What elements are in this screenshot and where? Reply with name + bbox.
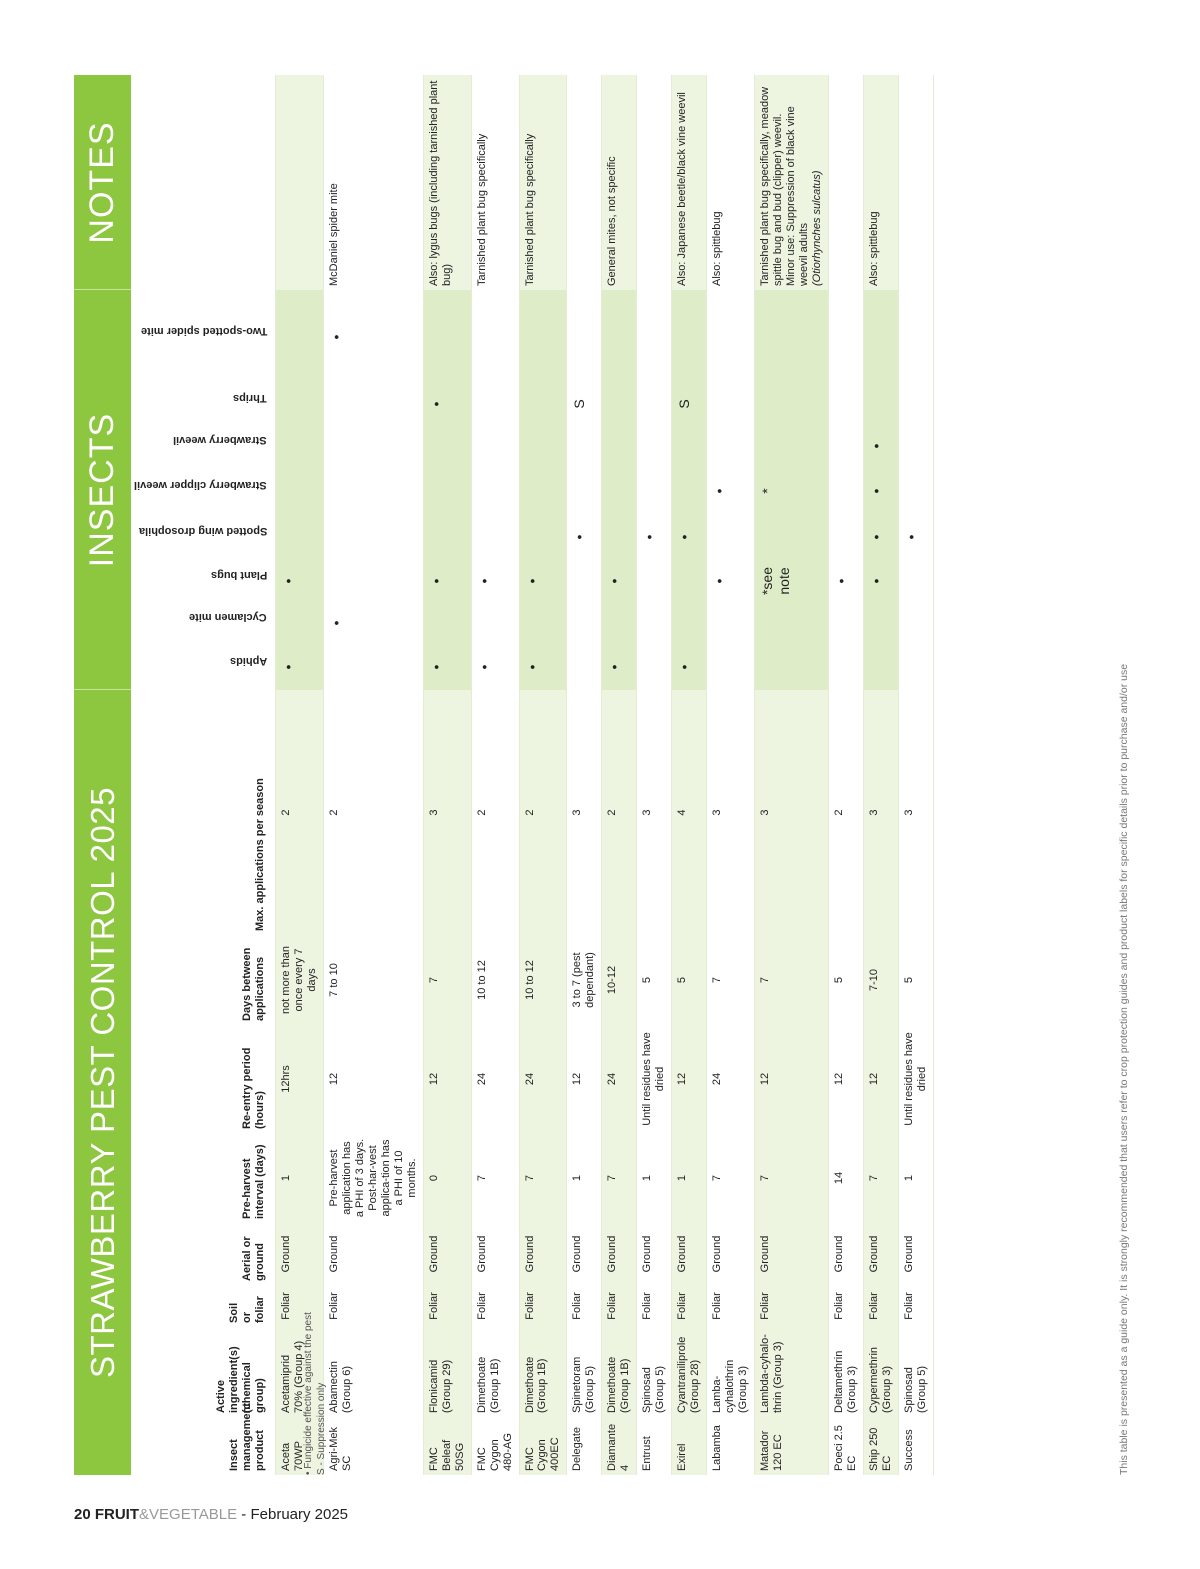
- cell-product: Diamante 4: [602, 1417, 637, 1475]
- col-clipper: Strawberry clipper weevil: [134, 479, 267, 491]
- cell-thrips: [519, 384, 567, 424]
- cell-reentry: 24: [519, 1025, 567, 1133]
- cell-twospotted: [707, 290, 755, 384]
- cell-note: [672, 75, 707, 290]
- cell-aerial: Ground: [641, 1235, 654, 1273]
- cell-weevil: [567, 424, 602, 468]
- cell-max: 3: [902, 809, 915, 816]
- cell-note: [637, 75, 672, 290]
- cell-cyclamen: [755, 602, 829, 644]
- col-reentry: Re-entry period (hours): [241, 1047, 267, 1129]
- cell-plantbugs: *see note: [755, 560, 829, 602]
- cell-reentry: 12: [863, 1025, 898, 1133]
- footer-vegetable: VEGETABLE: [149, 1506, 238, 1523]
- cell-aerial: Ground: [602, 1223, 637, 1285]
- col-notes: [131, 75, 276, 290]
- col-days: Days between applications: [241, 947, 267, 1021]
- col-swd: Spotted wing drosophila: [138, 525, 267, 537]
- cell-cyclamen: [567, 602, 602, 644]
- cell-thrips: •: [423, 384, 471, 424]
- cell-cyclamen: [863, 602, 898, 644]
- cell-swd: [828, 514, 863, 560]
- cell-aphids: •: [519, 644, 567, 690]
- cell-reentry: 24: [475, 1072, 488, 1086]
- cell-weevil: [602, 424, 637, 468]
- cell-weevil: [471, 424, 519, 468]
- cell-max: 2: [475, 809, 488, 816]
- cell-swd: [707, 514, 755, 560]
- cell-days: 5: [902, 976, 915, 984]
- cell-aerial: Ground: [902, 1235, 915, 1273]
- cell-aerial: Ground: [475, 1235, 488, 1273]
- cell-clipper: [672, 468, 707, 514]
- col-max: Max. applications per season: [254, 778, 267, 931]
- cell-thrips: [898, 384, 933, 424]
- cell-swd: [423, 514, 471, 560]
- cell-aphids: [707, 644, 755, 690]
- cell-aerial: Ground: [423, 1223, 471, 1285]
- cell-clipper: [828, 468, 863, 514]
- cell-thrips: [471, 384, 519, 424]
- cell-clipper: •: [863, 468, 898, 514]
- cell-thrips: [863, 384, 898, 424]
- cell-phi: 1: [902, 1174, 915, 1182]
- cell-clipper: [519, 468, 567, 514]
- cell-aphids: •: [471, 644, 519, 690]
- cell-aerial: Ground: [327, 1235, 340, 1273]
- note-text: Tarnished plant bug specifically: [475, 133, 488, 286]
- cell-phi: 14: [832, 1171, 845, 1185]
- cell-product: Poeci 2.5 EC: [832, 1425, 858, 1471]
- footer-date: - February 2025: [237, 1506, 349, 1523]
- cell-weevil: •: [863, 424, 898, 468]
- cell-aphids: •: [672, 644, 707, 690]
- table-row: [637, 75, 672, 1475]
- cell-ingredient: Spinosad (Group 5): [902, 1365, 928, 1413]
- rotated-table-page: [74, 75, 1018, 1475]
- cell-note: [863, 75, 898, 290]
- cell-cyclamen: •: [323, 602, 423, 644]
- cell-clipper: •: [707, 468, 755, 514]
- cell-thrips: [323, 384, 423, 424]
- cell-plantbugs: •: [828, 560, 863, 602]
- cell-aphids: [898, 644, 933, 690]
- table-row: [276, 75, 324, 1475]
- cell-soil: Foliar: [755, 1285, 829, 1327]
- cell-aerial: Ground: [276, 1223, 324, 1285]
- cell-reentry: 12: [327, 1072, 340, 1086]
- cell-product: FMC Cygon 480-AG: [475, 1433, 514, 1471]
- cell-aerial: Ground: [571, 1235, 584, 1273]
- note-species: (Otiorhynches sulcatus): [810, 170, 823, 286]
- cell-days: 10 to 12: [519, 935, 567, 1025]
- cell-reentry: 12: [755, 1025, 829, 1133]
- cell-ingredient: Cyantraniliprole (Group 28): [672, 1327, 707, 1417]
- cell-product: Delegate: [571, 1426, 584, 1471]
- note-text: Also: Japanese beetle/black vine weevil: [676, 92, 689, 286]
- note-text: Tarnished plant bug specifically: [523, 133, 536, 286]
- note-text: Also: spittlebug: [867, 211, 880, 286]
- cell-reentry: 12: [423, 1025, 471, 1133]
- cell-cyclamen: [828, 602, 863, 644]
- cell-phi: 7: [602, 1133, 637, 1223]
- cell-clipper: [898, 468, 933, 514]
- cell-cyclamen: [672, 602, 707, 644]
- cell-aphids: [323, 644, 423, 690]
- pest-control-table: [131, 75, 934, 1475]
- cell-note: [519, 75, 567, 290]
- cell-max: 3: [711, 809, 724, 816]
- page-number: 20: [74, 1506, 91, 1523]
- header-row: [131, 75, 276, 1475]
- cell-days: 3 to 7 (pest dependant): [571, 952, 597, 1008]
- cell-note: [471, 75, 519, 290]
- table-row: [323, 75, 423, 1475]
- cell-plantbugs: •: [707, 560, 755, 602]
- cell-twospotted: [755, 290, 829, 384]
- cell-plantbugs: [323, 560, 423, 602]
- cell-max: 2: [276, 690, 324, 935]
- cell-days: 7: [423, 935, 471, 1025]
- cell-thrips: S: [672, 384, 707, 424]
- cell-note: [602, 75, 637, 290]
- cell-aphids: •: [602, 644, 637, 690]
- page-footer: [74, 1506, 348, 1523]
- cell-ingredient: Dimethoate (Group 1B): [519, 1327, 567, 1417]
- cell-phi: 7: [519, 1133, 567, 1223]
- cell-aphids: [637, 644, 672, 690]
- col-twospotted: Two-spotted spider mite: [140, 325, 267, 337]
- cell-plantbugs: •: [423, 560, 471, 602]
- footer-amp: &: [139, 1506, 150, 1523]
- cell-weevil: [828, 424, 863, 468]
- cell-days: 5: [832, 976, 845, 984]
- cell-thrips: [755, 384, 829, 424]
- cell-ingredient: Lambda-cyhalo-thrin (Group 3): [755, 1327, 829, 1417]
- cell-aerial: Ground: [832, 1235, 845, 1273]
- cell-twospotted: [519, 290, 567, 384]
- note-text: Also: lygus bugs (including tarnished plant bug): [427, 80, 453, 286]
- cell-clipper: [276, 468, 324, 514]
- cell-ingredient: Dimethoate (Group 1B): [475, 1356, 501, 1413]
- cell-ingredient: Spinosad (Group 5): [641, 1365, 667, 1413]
- cell-plantbugs: [898, 560, 933, 602]
- insects-heading: INSECTS: [83, 412, 121, 568]
- cell-product: Agri-Mek SC: [327, 1426, 353, 1471]
- cell-max: 2: [519, 690, 567, 935]
- cell-phi: 1: [641, 1174, 654, 1182]
- cell-cyclamen: [898, 602, 933, 644]
- cell-swd: [602, 514, 637, 560]
- cell-twospotted: •: [323, 290, 423, 384]
- cell-cyclamen: [276, 602, 324, 644]
- cell-max: 2: [602, 690, 637, 935]
- cell-soil: Foliar: [276, 1285, 324, 1327]
- cell-soil: Foliar: [863, 1285, 898, 1327]
- cell-cyclamen: [423, 602, 471, 644]
- cell-cyclamen: [707, 602, 755, 644]
- cell-days: 7 to 10: [327, 963, 340, 997]
- cell-max: 3: [641, 809, 654, 816]
- footer-fruit: FRUIT: [94, 1506, 140, 1523]
- cell-weevil: [898, 424, 933, 468]
- cell-twospotted: [602, 290, 637, 384]
- cell-weevil: [519, 424, 567, 468]
- note-text: Minor use: Suppression of black vine weevil adults: [785, 106, 810, 286]
- cell-aphids: [828, 644, 863, 690]
- cell-ingredient: Abamectin (Group 6): [327, 1361, 353, 1413]
- cell-swd: •: [863, 514, 898, 560]
- table-row: [602, 75, 637, 1475]
- cell-max: 3: [571, 809, 584, 816]
- cell-plantbugs: [672, 560, 707, 602]
- cell-note: [276, 75, 324, 290]
- note-text: Tarnished plant bug specifically, meadow spittle bug and bud (clipper) weevil.: [759, 86, 785, 286]
- col-aphids: Aphids: [229, 655, 267, 667]
- cell-max: 4: [672, 690, 707, 935]
- cell-cyclamen: [637, 602, 672, 644]
- cell-product: Aceta 70WP: [276, 1417, 324, 1475]
- cell-soil: Foliar: [902, 1292, 915, 1320]
- cell-days: 5: [672, 935, 707, 1025]
- cell-aerial: Ground: [755, 1223, 829, 1285]
- cell-clipper: [423, 468, 471, 514]
- cell-swd: [323, 514, 423, 560]
- cell-ingredient: Dimethoate (Group 1B): [602, 1327, 637, 1417]
- cell-swd: [519, 514, 567, 560]
- cell-swd: •: [567, 514, 602, 560]
- disclaimer-text: This table is presented as a guide only. It is strongly recommended that users refer to crop protection guides and product labels for specific details prior to purchase and/or use: [1118, 663, 1130, 1475]
- cell-weevil: [637, 424, 672, 468]
- cell-ingredient: Lamba-cyhalothrin (Group 3): [711, 1359, 750, 1413]
- cell-swd: [755, 514, 829, 560]
- cell-soil: Foliar: [519, 1285, 567, 1327]
- cell-reentry: 12: [832, 1072, 845, 1086]
- cell-plantbugs: [567, 560, 602, 602]
- cell-twospotted: [637, 290, 672, 384]
- cell-phi: 1: [672, 1133, 707, 1223]
- cell-reentry: 12: [672, 1025, 707, 1133]
- cell-phi: 7: [711, 1174, 724, 1182]
- table-row: [471, 75, 519, 1475]
- cell-weevil: [323, 424, 423, 468]
- cell-twospotted: [828, 290, 863, 384]
- cell-twospotted: [567, 290, 602, 384]
- cell-reentry: 12hrs: [276, 1025, 324, 1133]
- cell-product: Entrust: [641, 1436, 654, 1471]
- cell-phi: 1: [276, 1133, 324, 1223]
- title-band: [74, 75, 131, 1475]
- col-soil: Soil or foliar: [228, 1296, 267, 1323]
- cell-aerial: Ground: [711, 1235, 724, 1273]
- cell-aerial: Ground: [672, 1223, 707, 1285]
- cell-thrips: [602, 384, 637, 424]
- cell-phi: 7: [755, 1133, 829, 1223]
- cell-days: not more than once every 7 days: [276, 935, 324, 1025]
- table-row: [863, 75, 898, 1475]
- cell-aerial: Ground: [519, 1223, 567, 1285]
- col-phi: Pre-harvest interval (days): [241, 1144, 267, 1219]
- cell-clipper: [323, 468, 423, 514]
- cell-product: Ship 250 EC: [863, 1417, 898, 1475]
- cell-days: 5: [641, 976, 654, 984]
- cell-plantbugs: [637, 560, 672, 602]
- cell-product: FMC Beleaf 50SG: [423, 1417, 471, 1475]
- col-product: Insect management product: [228, 1403, 267, 1471]
- cell-twospotted: [672, 290, 707, 384]
- cell-aphids: [755, 644, 829, 690]
- cell-weevil: [707, 424, 755, 468]
- cell-thrips: [637, 384, 672, 424]
- col-ingredient: Active ingredient(s) (chemical group): [215, 1346, 267, 1413]
- cell-thrips: [707, 384, 755, 424]
- cell-twospotted: [471, 290, 519, 384]
- legend-box: [302, 1312, 328, 1475]
- cell-product: Labamba: [711, 1425, 724, 1471]
- cell-soil: Foliar: [602, 1285, 637, 1327]
- cell-weevil: [423, 424, 471, 468]
- cell-ingredient: Cypermethrin (Group 3): [863, 1327, 898, 1417]
- notes-heading: NOTES: [83, 121, 121, 244]
- table-title: STRAWBERRY PEST CONTROL 2025: [83, 786, 121, 1379]
- cell-product: Success: [902, 1429, 915, 1471]
- cell-reentry: 24: [711, 1072, 724, 1086]
- cell-clipper: [567, 468, 602, 514]
- note-text: McDaniel spider mite: [327, 183, 340, 286]
- col-thrips: Thrips: [233, 392, 267, 404]
- cell-phi: 1: [571, 1174, 584, 1182]
- cell-note: [707, 75, 755, 290]
- cell-soil: Foliar: [327, 1292, 340, 1320]
- cell-weevil: [755, 424, 829, 468]
- cell-plantbugs: •: [276, 560, 324, 602]
- cell-reentry: 12: [571, 1072, 584, 1086]
- cell-swd: •: [672, 514, 707, 560]
- cell-soil: Foliar: [832, 1292, 845, 1320]
- cell-soil: Foliar: [475, 1292, 488, 1320]
- cell-plantbugs: •: [602, 560, 637, 602]
- cell-note: [323, 75, 423, 290]
- note-text: Also: spittlebug: [711, 211, 724, 286]
- cell-product: Matador 120 EC: [755, 1417, 829, 1475]
- cell-note: [423, 75, 471, 290]
- cell-soil: Foliar: [672, 1285, 707, 1327]
- cell-aphids: [863, 644, 898, 690]
- cell-max: 2: [327, 809, 340, 816]
- cell-aphids: •: [423, 644, 471, 690]
- note-text: General mites, not specific: [606, 156, 619, 286]
- cell-aerial: Ground: [863, 1223, 898, 1285]
- cell-swd: •: [898, 514, 933, 560]
- cell-weevil: [672, 424, 707, 468]
- cell-reentry: Until residues have dried: [902, 1032, 928, 1126]
- cell-thrips: [828, 384, 863, 424]
- table-row: [755, 75, 829, 1475]
- cell-ingredient: Spinetoram (Group 5): [571, 1356, 597, 1413]
- cell-max: 3: [863, 690, 898, 935]
- cell-phi: 7: [863, 1133, 898, 1223]
- cell-reentry: 24: [602, 1025, 637, 1133]
- cell-ingredient: Deltamethrin (Group 3): [832, 1350, 858, 1413]
- table-row: [898, 75, 933, 1475]
- cell-clipper: *: [755, 468, 829, 514]
- cell-note: [828, 75, 863, 290]
- cell-weevil: [276, 424, 324, 468]
- cell-clipper: [471, 468, 519, 514]
- cell-twospotted: [423, 290, 471, 384]
- cell-days: 7: [711, 976, 724, 984]
- cell-aphids: [567, 644, 602, 690]
- cell-thrips: S: [567, 384, 602, 424]
- cell-swd: [276, 514, 324, 560]
- table-row: [519, 75, 567, 1475]
- cell-swd: [471, 514, 519, 560]
- cell-twospotted: [898, 290, 933, 384]
- cell-clipper: [637, 468, 672, 514]
- cell-ingredient: Flonicamid (Group 29): [423, 1327, 471, 1417]
- table-row: [567, 75, 602, 1475]
- col-weevil: Strawberry weevil: [173, 434, 267, 446]
- cell-reentry: Until residues have dried: [641, 1032, 667, 1126]
- cell-cyclamen: [471, 602, 519, 644]
- cell-days: 7: [755, 935, 829, 1025]
- cell-soil: Foliar: [571, 1292, 584, 1320]
- cell-max: 3: [423, 690, 471, 935]
- cell-aphids: •: [276, 644, 324, 690]
- cell-cyclamen: [519, 602, 567, 644]
- legend-line: S - Suppression only: [316, 1382, 327, 1475]
- cell-twospotted: [863, 290, 898, 384]
- cell-soil: Foliar: [423, 1285, 471, 1327]
- cell-clipper: [602, 468, 637, 514]
- cell-thrips: [276, 384, 324, 424]
- cell-days: 7-10: [863, 935, 898, 1025]
- cell-product: FMC Cygon 400EC: [519, 1417, 567, 1475]
- col-plantbugs: Plant bugs: [210, 569, 267, 581]
- table-row: [423, 75, 471, 1475]
- table-row: [828, 75, 863, 1475]
- cell-days: 10-12: [602, 935, 637, 1025]
- cell-plantbugs: •: [863, 560, 898, 602]
- cell-phi: 7: [475, 1174, 488, 1182]
- cell-days: 10 to 12: [475, 960, 488, 1000]
- col-cyclamen: Cyclamen mite: [189, 611, 267, 623]
- cell-plantbugs: •: [519, 560, 567, 602]
- cell-note: [755, 75, 829, 290]
- cell-soil: Foliar: [711, 1292, 724, 1320]
- table-row: [672, 75, 707, 1475]
- cell-note: [898, 75, 933, 290]
- cell-phi: Pre-harvest application has a PHI of 3 days. Post-har-vest applica-tion has a PHI of 10 months.: [327, 1138, 418, 1218]
- col-aerial: Aerial or ground: [241, 1236, 267, 1281]
- legend-line: • Fungicide effective against the pest: [303, 1312, 314, 1475]
- cell-product: Exirel: [672, 1417, 707, 1475]
- table-row: [707, 75, 755, 1475]
- cell-max: 2: [832, 809, 845, 816]
- cell-max: 3: [755, 690, 829, 935]
- cell-phi: 0: [423, 1133, 471, 1223]
- cell-note: [567, 75, 602, 290]
- cell-swd: •: [637, 514, 672, 560]
- table-body: [276, 75, 934, 1475]
- cell-ingredient: Acetamiprid 70% (Group 4): [276, 1327, 324, 1417]
- cell-twospotted: [276, 290, 324, 384]
- cell-plantbugs: •: [471, 560, 519, 602]
- cell-soil: Foliar: [641, 1292, 654, 1320]
- cell-cyclamen: [602, 602, 637, 644]
